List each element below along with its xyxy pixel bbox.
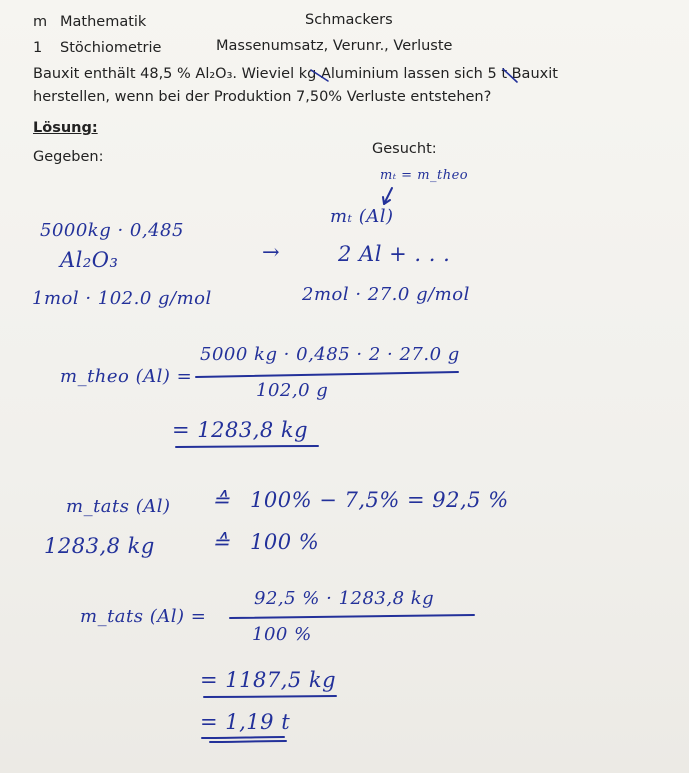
- author-name: Schmackers: [305, 12, 393, 28]
- hand-m-theo-underline: [176, 446, 318, 447]
- hand-sought-mass: mₜ (Al): [330, 206, 394, 227]
- hand-percent-calc: 100% − 7,5% = 92,5 %: [250, 488, 509, 512]
- task-line-2: herstellen, wenn bei der Produktion 7,50% Verluste entstehen?: [33, 89, 492, 105]
- subject-title: Mathematik: [60, 14, 147, 30]
- hand-final-underline-2: [210, 741, 286, 742]
- task-line-1: Bauxit enthält 48,5 % Al₂O₃. Wieviel kg Aluminium lassen sich 5 t Bauxit: [33, 66, 558, 82]
- hand-given-mass: 5000kg · 0,485: [40, 220, 184, 241]
- hand-given-formula: Al₂O₃: [60, 248, 119, 272]
- subject-code: m: [33, 14, 48, 30]
- given-label: Gegeben:: [33, 149, 104, 165]
- hand-product-molar: 2mol · 27.0 g/mol: [302, 284, 470, 305]
- hand-m-tats-result: = 1187,5 kg: [200, 668, 337, 692]
- hand-corresponds-2: ≙: [212, 530, 231, 554]
- hand-final-underline-1: [202, 737, 284, 738]
- hand-m-tats-label: m_tats (Al): [66, 496, 171, 517]
- hand-final-result: = 1,19 t: [200, 710, 291, 734]
- solution-heading: Lösung:: [33, 120, 98, 136]
- hand-base-percent: 100 %: [250, 530, 320, 554]
- hand-given-molar: 1mol · 102.0 g/mol: [32, 288, 212, 309]
- hand-m-theo-numerator: 5000 kg · 0,485 · 2 · 27.0 g: [200, 344, 460, 365]
- topic-title: Stöchiometrie: [60, 40, 162, 56]
- hand-m-theo-fraction-bar: [196, 372, 458, 377]
- hand-m-tats-label-2: m_tats (Al) =: [80, 606, 207, 627]
- topic-number: 1: [33, 40, 43, 56]
- hand-m-tats-denominator: 100 %: [252, 624, 312, 645]
- hand-strike-t: [503, 69, 517, 82]
- hand-m-tats-underline: [204, 696, 336, 697]
- hand-m-tats-fraction-bar: [230, 615, 474, 618]
- hand-strike-kg: [311, 70, 328, 81]
- hand-m-theo-label: m_theo (Al) =: [60, 366, 193, 387]
- hand-base-value: 1283,8 kg: [44, 534, 155, 558]
- hand-m-theo-denominator: 102,0 g: [256, 380, 329, 401]
- hand-corresponds-1: ≙: [212, 488, 231, 512]
- subtopic-title: Massenumsatz, Verunr., Verluste: [216, 38, 453, 54]
- hand-product: 2 Al + . . .: [338, 242, 451, 266]
- hand-m-tats-numerator: 92,5 % · 1283,8 kg: [254, 588, 435, 609]
- sought-label: Gesucht:: [372, 141, 437, 157]
- hand-sought-definition: mₜ = m_theo: [380, 168, 469, 183]
- hand-reaction-arrow: →: [262, 240, 281, 264]
- hand-m-theo-result: = 1283,8 kg: [172, 418, 309, 442]
